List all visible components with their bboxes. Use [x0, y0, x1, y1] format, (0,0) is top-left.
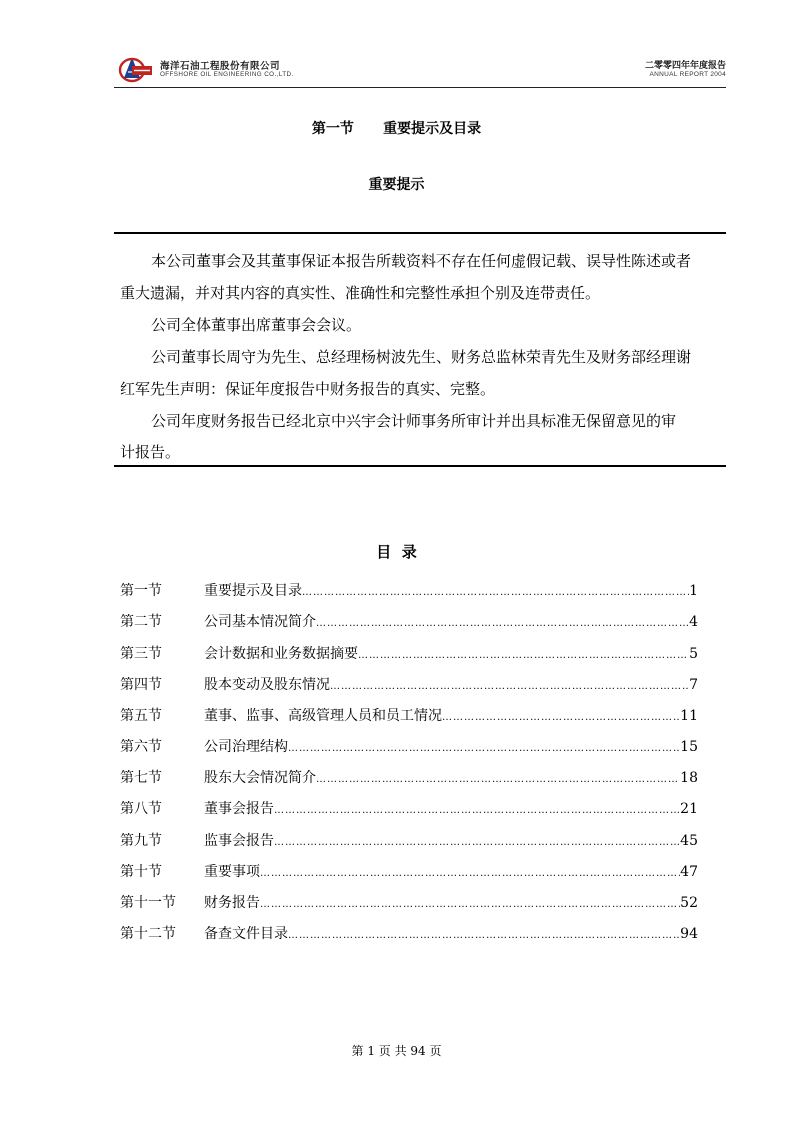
toc-item-title: 股东大会情况简介: [204, 770, 316, 786]
toc-item[interactable]: [120, 736, 698, 758]
toc-leader: [358, 650, 689, 661]
toc-item-number: 第九节: [120, 833, 162, 849]
toc-item-page: 7: [689, 677, 698, 693]
toc-leader: [316, 774, 680, 785]
toc-item[interactable]: [120, 674, 698, 696]
toc-item[interactable]: [120, 643, 698, 665]
toc-item-number: 第六节: [120, 739, 162, 755]
toc-leader: [330, 681, 689, 692]
toc-item-title: 会计数据和业务数据摘要: [204, 646, 358, 662]
toc-leader: [316, 618, 689, 629]
company-name-en: OFFSHORE OIL ENGINEERING CO.,LTD.: [160, 71, 294, 78]
toc-leader: [442, 712, 680, 723]
notice-paragraph: 红军先生声明：保证年度报告中财务报告的真实、完整。: [120, 380, 496, 398]
toc-item-number: 第二节: [120, 614, 162, 630]
notice-heading: 重要提示: [368, 177, 425, 193]
toc-leader: [274, 837, 680, 848]
toc-item-number: 第十二节: [120, 926, 176, 942]
toc-item-page: 4: [689, 614, 698, 630]
company-logo-icon: [118, 54, 154, 84]
toc-item-title: 董事、监事、高级管理人员和员工情况: [204, 708, 442, 724]
toc-item[interactable]: [120, 892, 698, 914]
report-title-cn: 二零零四年年度报告: [644, 61, 726, 71]
toc-item-title: 重要提示及目录: [204, 583, 302, 599]
page-header: [114, 52, 726, 84]
toc-item-number: 第一节: [120, 583, 162, 599]
page-number-footer: 第 1 页 共 94 页: [351, 1044, 442, 1058]
toc-item-page: 11: [680, 708, 698, 724]
toc-item-number: 第四节: [120, 677, 162, 693]
toc-item-page: 15: [680, 739, 698, 755]
toc-item-title: 备查文件目录: [204, 926, 288, 942]
toc-item-title: 股本变动及股东情况: [204, 677, 330, 693]
toc-item-page: 47: [680, 864, 698, 880]
toc-leader: [288, 930, 680, 941]
notice-paragraph: 计报告。: [120, 443, 181, 461]
toc-item-title: 公司基本情况简介: [204, 614, 316, 630]
toc-item-page: 18: [680, 770, 698, 786]
toc-leader: [288, 743, 680, 754]
notice-box: [114, 232, 726, 467]
toc-leader: [260, 868, 680, 879]
toc-item[interactable]: [120, 798, 698, 820]
toc-item[interactable]: [120, 923, 698, 945]
toc-item-title: 财务报告: [204, 895, 260, 911]
toc-item-number: 第八节: [120, 801, 162, 817]
toc-item[interactable]: [120, 580, 698, 602]
toc-leader: [260, 899, 680, 910]
toc-item-page: 94: [680, 926, 698, 942]
toc-item-page: 52: [680, 895, 698, 911]
toc-item-title: 监事会报告: [204, 833, 274, 849]
notice-paragraph: 重大遗漏，并对其内容的真实性、准确性和完整性承担个别及连带责任。: [120, 284, 601, 302]
toc-item-number: 第三节: [120, 646, 162, 662]
toc-item-number: 第十一节: [120, 895, 176, 911]
toc-item-title: 重要事项: [204, 864, 260, 880]
toc-item[interactable]: [120, 767, 698, 789]
toc-item-number: 第十节: [120, 864, 162, 880]
notice-paragraph: 公司年度财务报告已经北京中兴宇会计师事务所审计并出具标准无保留意见的审: [151, 412, 677, 430]
toc-item[interactable]: [120, 861, 698, 883]
toc-item-number: 第七节: [120, 770, 162, 786]
header-divider: [114, 87, 726, 88]
toc-item-title: 董事会报告: [204, 801, 274, 817]
toc-item[interactable]: [120, 611, 698, 633]
notice-paragraph: 公司董事长周守为先生、总经理杨树波先生、财务总监林荣青先生及财务部经理谢: [151, 348, 692, 366]
toc-item-page: 1: [689, 583, 698, 599]
toc-leader: [274, 805, 680, 816]
toc-title: 目 录: [376, 543, 417, 561]
toc-leader: [302, 587, 689, 598]
toc-item[interactable]: [120, 830, 698, 852]
company-name-cn: 海洋石油工程股份有限公司: [160, 61, 281, 72]
report-title-en: ANNUAL REPORT 2004: [649, 71, 726, 78]
toc-item-title: 公司治理结构: [204, 739, 288, 755]
toc-item-page: 45: [680, 833, 698, 849]
notice-paragraph: 本公司董事会及其董事保证本报告所载资料不存在任何虚假记载、误导性陈述或者: [151, 252, 692, 270]
toc-item-number: 第五节: [120, 708, 162, 724]
section-title: 第一节 重要提示及目录: [311, 121, 482, 137]
toc-item[interactable]: [120, 705, 698, 727]
notice-paragraph: 公司全体董事出席董事会会议。: [151, 316, 362, 334]
toc-item-page: 21: [680, 801, 698, 817]
toc-item-page: 5: [689, 646, 698, 662]
